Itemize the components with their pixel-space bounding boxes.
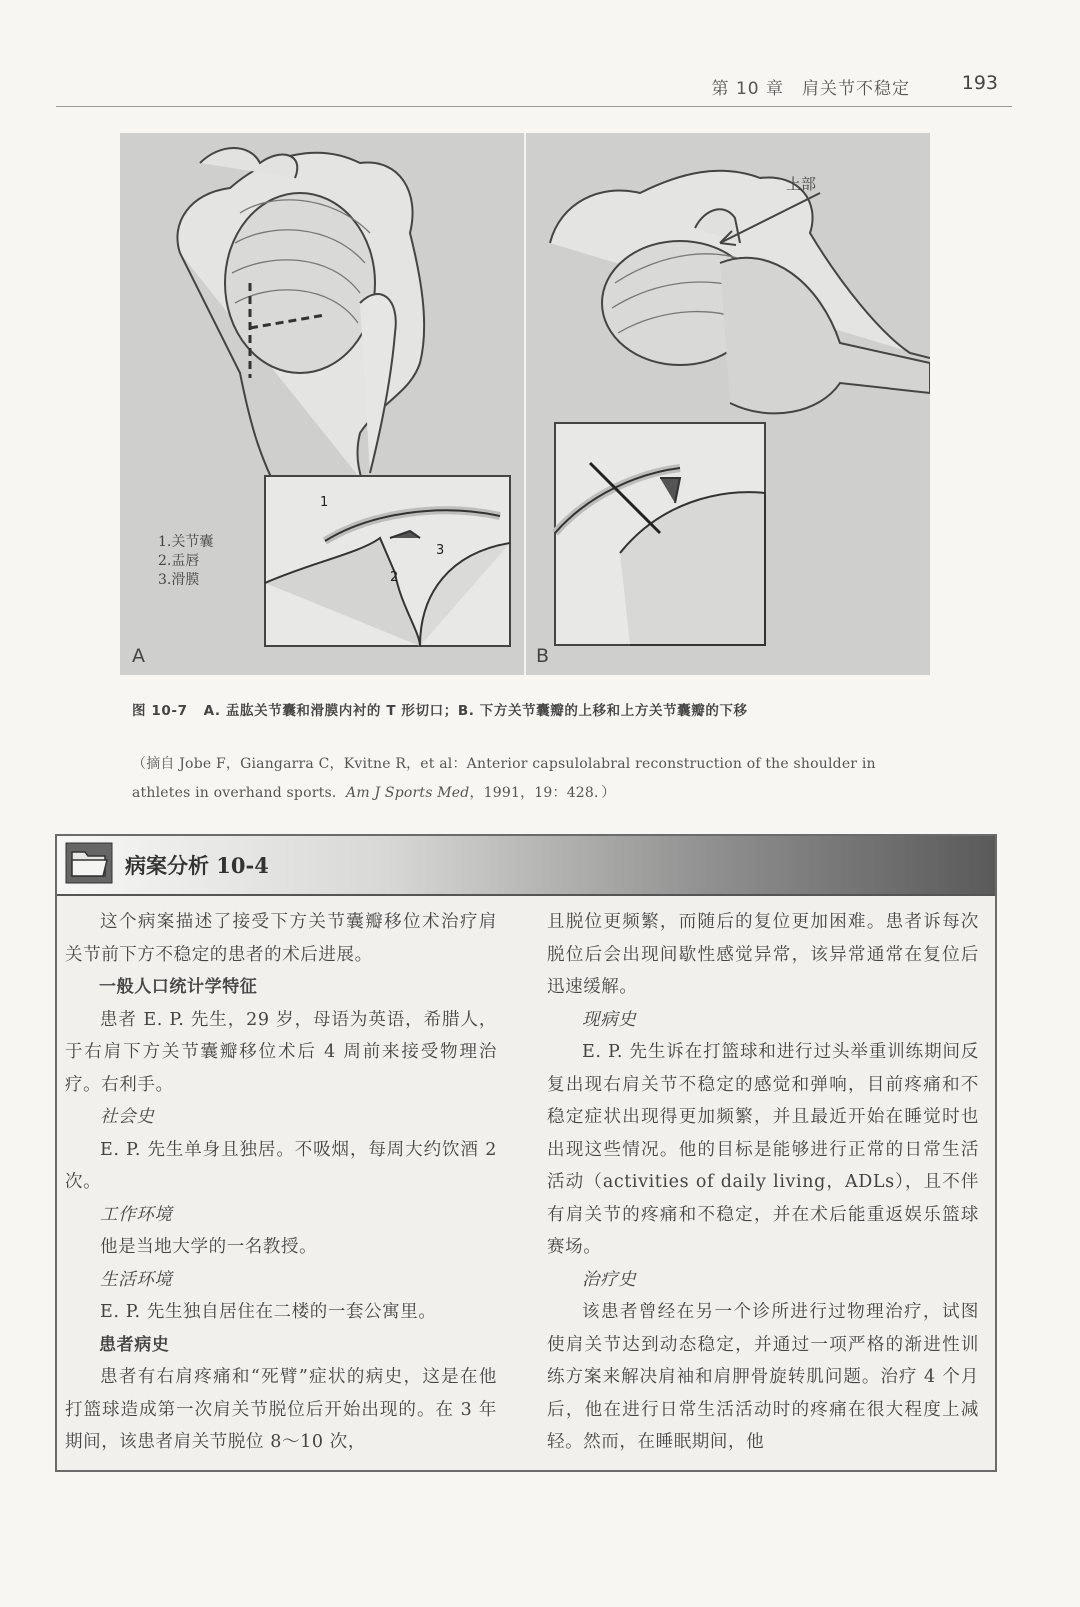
heading-work-environment: 工作环境 <box>100 1204 173 1225</box>
heading-living-environment: 生活环境 <box>100 1269 173 1290</box>
social-history-text: E. P. 先生单身且独居。不吸烟，每周大约饮酒 2 次。 <box>65 1139 497 1192</box>
figure-source <box>132 750 922 808</box>
source-suffix: ，1991，19：428．） <box>469 785 616 801</box>
case-left-column <box>65 906 497 1459</box>
case-title: 病案分析 10-4 <box>125 853 269 878</box>
heading-social-history: 社会史 <box>100 1107 155 1127</box>
case-header <box>57 836 995 896</box>
figure-10-7 <box>120 133 930 675</box>
inset-label-1: 1 <box>320 495 329 510</box>
inset-label-2: 2 <box>390 570 399 585</box>
figure-caption <box>132 695 922 728</box>
panel-b-drawing <box>550 171 930 414</box>
treatment-history-text: 该患者曾经在另一个诊所进行过物理治疗，试图使肩关节达到动态稳定，并通过一项严格的渐进性训练方案来解决肩袖和肩胛骨旋转肌问题。治疗 4 个月后，他在进行日常生活活动时的疼痛在很大程度上减轻。然而，在睡眠期间，他 <box>547 1302 979 1452</box>
case-study-box <box>55 834 997 1472</box>
heading-current-history: 现病史 <box>582 1009 637 1030</box>
page-number: 193 <box>961 72 998 94</box>
case-intro: 这个病案描述了接受下方关节囊瓣移位术治疗肩关节前下方不稳定的患者的术后进展。 <box>65 912 497 965</box>
label-upper: 上部 <box>786 175 817 193</box>
living-environment-text: E. P. 先生独自居住在二楼的一套公寓里。 <box>100 1302 437 1322</box>
running-header <box>56 70 1012 107</box>
panel-divider <box>524 133 526 675</box>
source-prefix: （摘自 Jobe F，Giangarra C，Kvitne R，et al：Anterior capsulolabral reconstruction of the shoulder in athletes in overhand sports． <box>132 756 876 801</box>
work-environment-text: 他是当地大学的一名教授。 <box>100 1237 318 1257</box>
current-history-text: E. P. 先生诉在打篮球和进行过头举重训练期间反复出现右肩关节不稳定的感觉和弹响，目前疼痛和不稳定症状出现得更加频繁，并且最近开始在睡觉时也出现这些情况。他的目标是能够进行正常的日常生活活动（activities of daily living，ADLs），且不伴有肩关节的疼痛和不稳定，并在术后能重返娱乐篮球赛场。 <box>547 1042 979 1257</box>
heading-demographics: 一般人口统计学特征 <box>99 977 258 997</box>
legend-item: 3.滑膜 <box>158 572 200 588</box>
patient-history-text: 患者有右肩疼痛和“死臂”症状的病史，这是在他打篮球造成第一次肩关节脱位后开始出现的。在 3 年期间，该患者肩关节脱位 8～10 次， <box>65 1367 497 1452</box>
legend-item: 2.盂唇 <box>158 553 200 569</box>
panel-a-letter: A <box>132 645 145 667</box>
heading-treatment-history: 治疗史 <box>582 1269 637 1290</box>
legend-item: 1.关节囊 <box>158 534 214 550</box>
caption-text: A. 盂肱关节囊和滑膜内衬的 T 形切口；B. 下方关节囊瓣的上移和上方关节囊瓣的下移 <box>203 703 748 719</box>
chapter-title: 第 10 章 肩关节不稳定 <box>711 79 910 99</box>
demographics-text: 患者 E. P. 先生，29 岁，母语为英语，希腊人，于右肩下方关节囊瓣移位术后 4 周前来接受物理治疗。右利手。 <box>65 1009 497 1095</box>
heading-patient-history: 患者病史 <box>99 1334 170 1355</box>
case-right-column <box>547 906 979 1459</box>
figure-legend <box>158 533 213 590</box>
patient-history-continued: 且脱位更频繁，而随后的复位更加困难。患者诉每次脱位后会出现间歇性感觉异常，该异常通常在复位后迅速缓解。 <box>547 912 979 997</box>
source-journal: Am J Sports Med <box>346 785 470 801</box>
inset-label-3: 3 <box>436 543 445 558</box>
panel-b-letter: B <box>536 645 550 667</box>
folder-icon <box>65 842 113 884</box>
caption-number: 图 10-7 <box>132 703 188 719</box>
